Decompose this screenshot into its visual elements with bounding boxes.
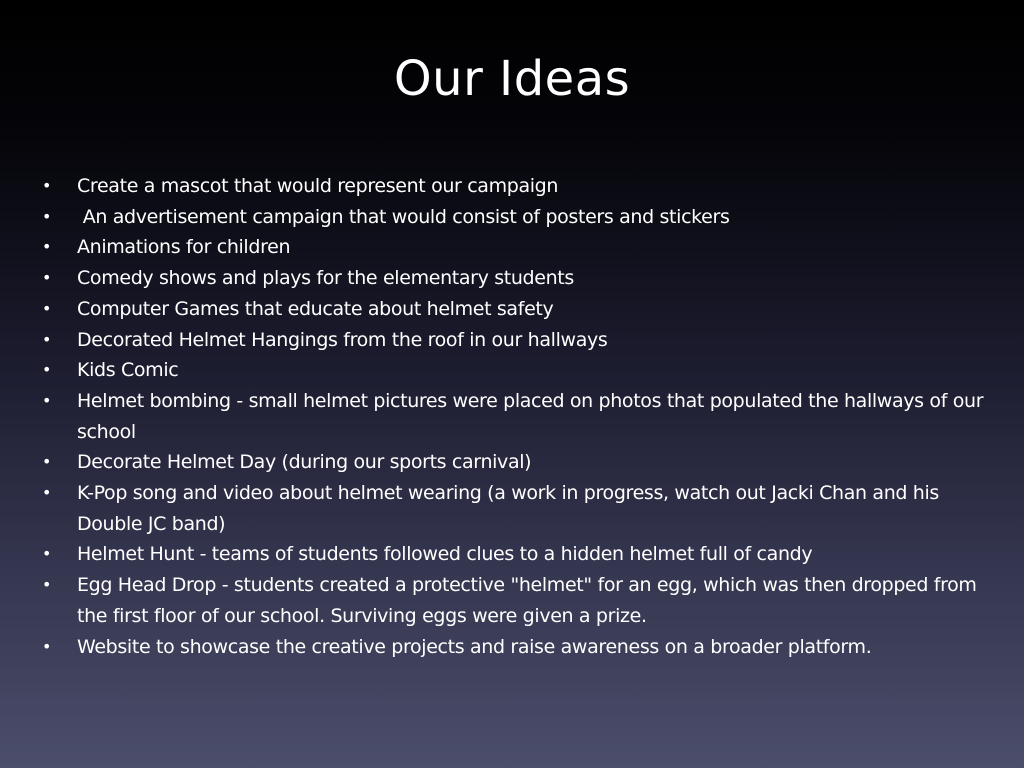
bullet-text: An advertisement campaign that would consist of posters and stickers	[77, 205, 730, 228]
bullet-marker: •	[42, 544, 52, 564]
bullet-text: Computer Games that educate about helmet safety	[77, 297, 554, 320]
bullet-text: K-Pop song and video about helmet wearing (a work in progress, watch out Jacki Chan and his Double JC band)	[77, 482, 945, 535]
bullet-marker: •	[42, 206, 52, 226]
bullet-marker: •	[42, 390, 52, 410]
bullet-text: Helmet bombing - small helmet pictures were placed on photos that populated the hallways of our school	[77, 389, 989, 443]
bullet-text: Animations for children	[77, 236, 291, 259]
list-item	[42, 263, 992, 294]
list-item	[42, 570, 992, 631]
bullet-list	[42, 171, 992, 662]
bullet-marker: •	[42, 298, 52, 318]
bullet-text: Comedy shows and plays for the elementary students	[77, 267, 574, 290]
bullet-marker: •	[42, 268, 52, 288]
bullet-text: Website to showcase the creative projects and raise awareness on a broader platform.	[77, 635, 872, 658]
slide-title: Our Ideas	[393, 51, 631, 107]
bullet-marker: •	[42, 329, 52, 349]
list-item	[42, 202, 992, 233]
list-item	[42, 171, 992, 202]
bullet-marker: •	[42, 483, 52, 503]
bullet-text: Helmet Hunt - teams of students followed clues to a hidden helmet full of candy	[77, 543, 813, 566]
bullet-marker: •	[42, 360, 52, 380]
list-item	[42, 355, 992, 386]
list-item	[42, 294, 992, 325]
list-item	[42, 325, 992, 356]
list-item	[42, 478, 992, 539]
bullet-marker: •	[42, 237, 52, 257]
bullet-text: Decorated Helmet Hangings from the roof in our hallways	[77, 328, 608, 351]
list-item	[42, 386, 992, 447]
bullet-text: Egg Head Drop - students created a protective "helmet" for an egg, which was then dropped from the first floor of our school. Surviving eggs were given a prize.	[77, 574, 983, 627]
bullet-marker: •	[42, 176, 52, 195]
bullet-text: Create a mascot that would represent our campaign	[77, 175, 559, 197]
list-item	[42, 232, 992, 263]
bullet-marker: •	[42, 636, 52, 656]
bullet-marker: •	[42, 575, 52, 595]
bullet-marker: •	[42, 452, 52, 472]
bullet-text: Kids Comic	[77, 359, 179, 382]
list-item	[42, 447, 992, 478]
bullet-text: Decorate Helmet Day (during our sports carnival)	[77, 451, 532, 474]
list-item	[42, 632, 992, 663]
list-item	[42, 539, 992, 570]
